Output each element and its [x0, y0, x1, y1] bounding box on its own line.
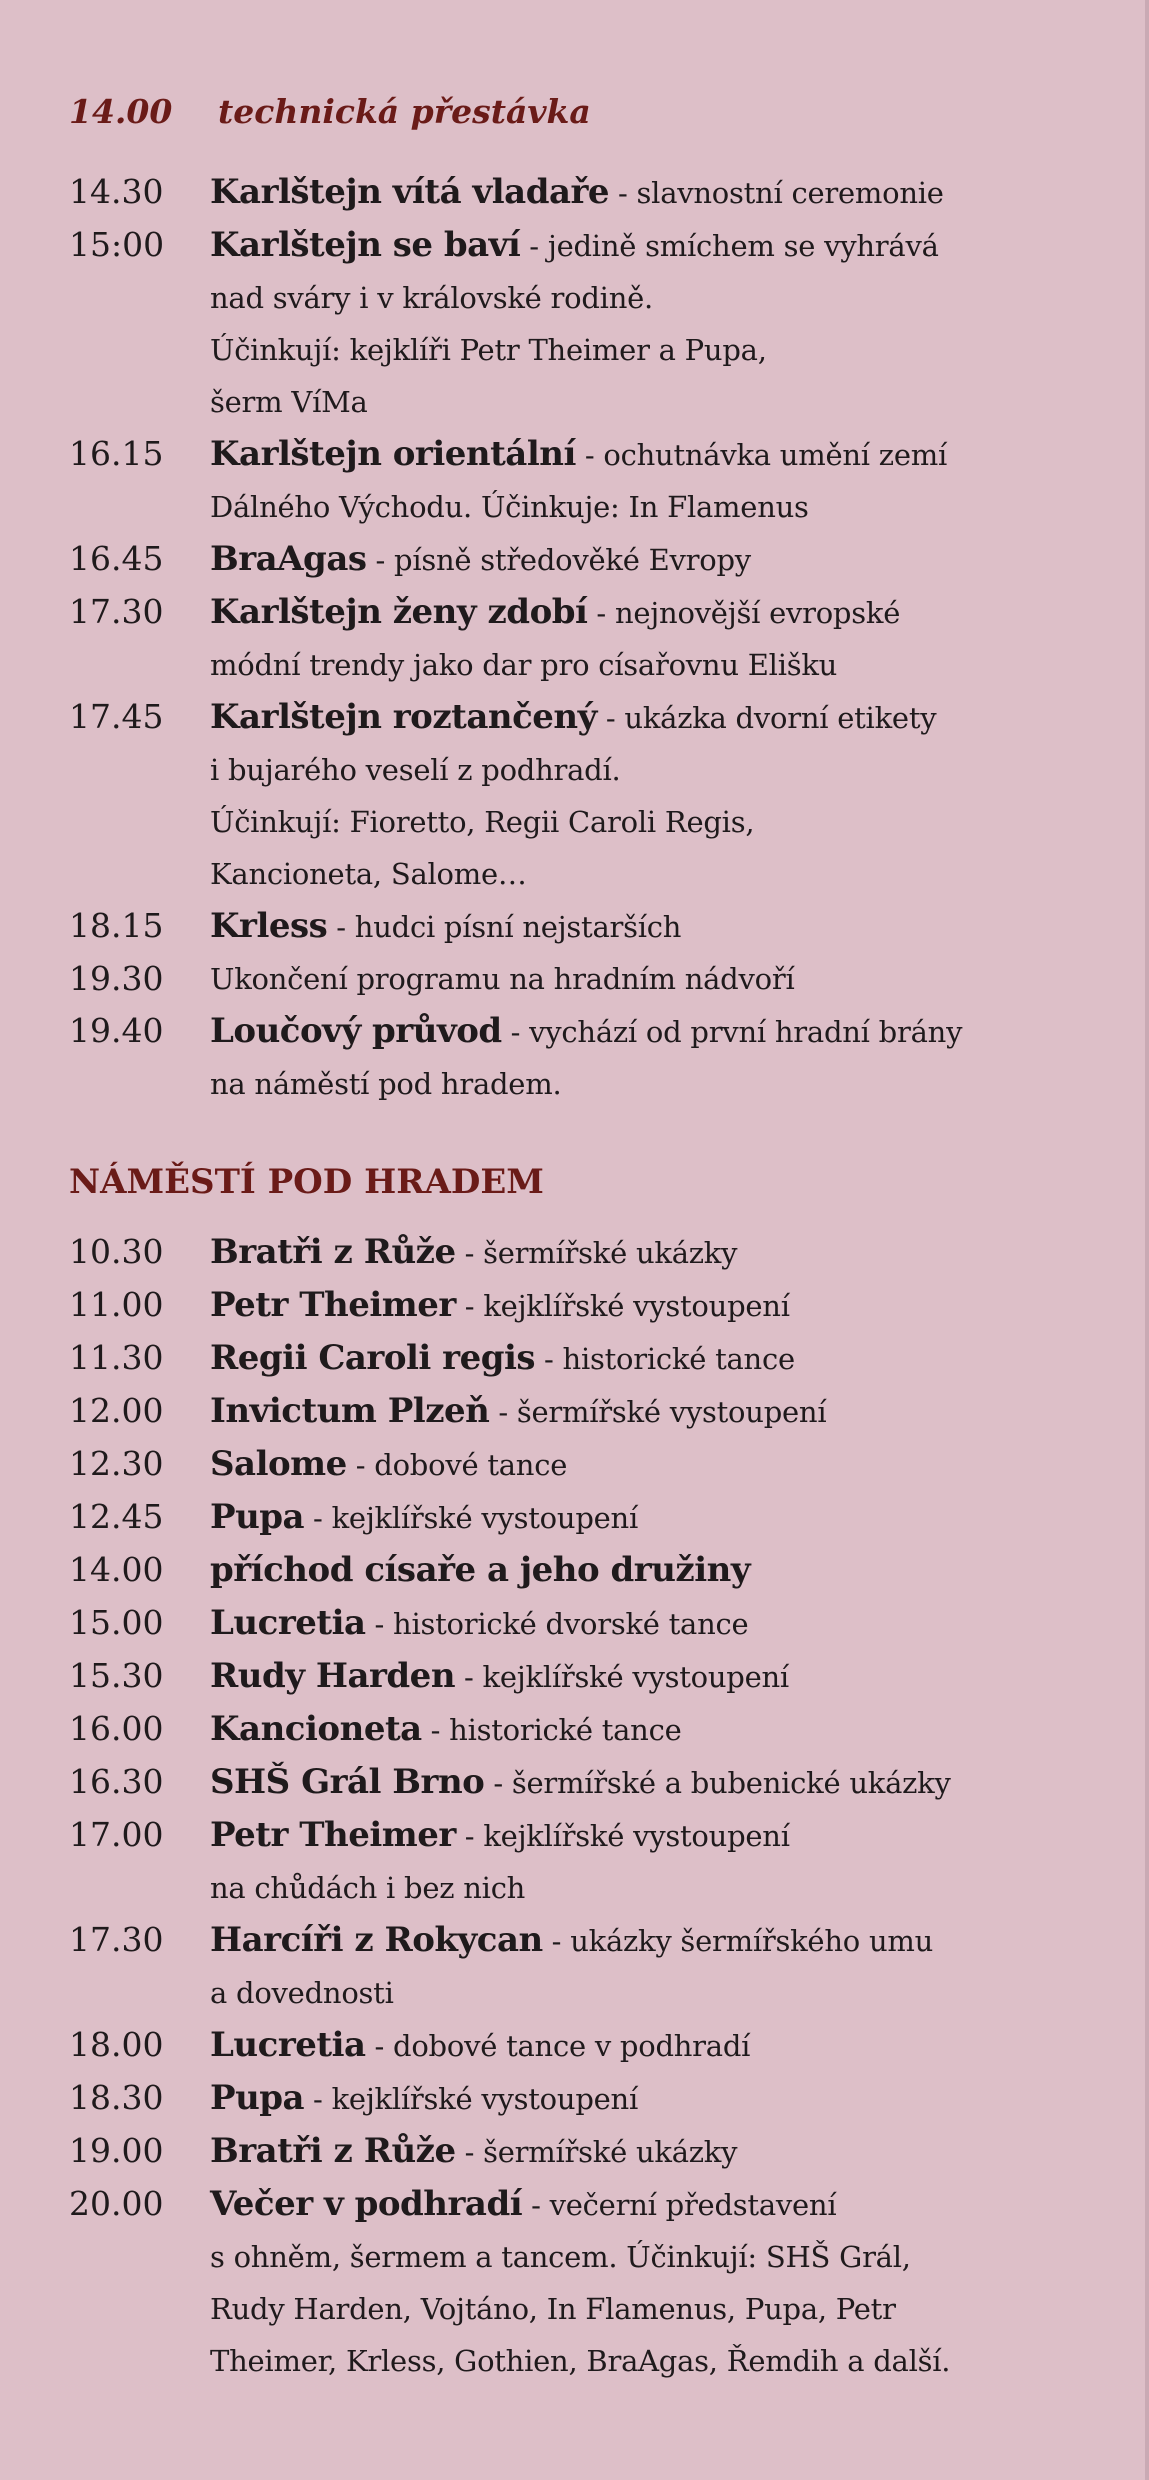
program-continuation-line: a dovednosti [210, 1976, 394, 2010]
program-title: Bratři z Růže [210, 2131, 456, 2171]
program-first-line [210, 2125, 1129, 2178]
program-first-line [210, 691, 1129, 744]
program-item [69, 1703, 1129, 1756]
program-continuation-line: na chůdách i bez nich [210, 1871, 526, 1905]
program-title: Krless [210, 906, 328, 946]
program-continuation-line: nad sváry i v královské rodině. [210, 281, 654, 315]
program-description [210, 953, 1129, 1005]
program-item [69, 2125, 1129, 2178]
square-program-list [69, 1226, 1129, 2387]
program-time: 17.00 [69, 1815, 164, 1854]
program-item [69, 1279, 1129, 1332]
program-item [69, 1332, 1129, 1385]
program-title: Karlštejn orientální [210, 434, 576, 474]
program-detail: - kejklířské vystoupení [455, 1819, 790, 1853]
program-time: 17.30 [69, 1920, 164, 1959]
program-description [210, 166, 1129, 219]
program-item [69, 1756, 1129, 1809]
program-first-line [210, 1491, 1129, 1544]
program-title: Petr Theimer [210, 1815, 456, 1855]
program-first-line [210, 1005, 1129, 1058]
program-time: 18.00 [69, 2025, 164, 2064]
program-continuation-line: i bujarého veselí z podhradí. [210, 753, 621, 787]
program-detail: - slavnostní ceremonie [609, 176, 944, 210]
program-first-line [210, 900, 1129, 953]
program-detail: Ukončení programu na hradním nádvoří [210, 962, 795, 996]
program-title: Bratři z Růže [210, 1232, 456, 1272]
program-item [69, 1005, 1129, 1110]
program-first-line [210, 2019, 1129, 2072]
program-title: Lucretia [210, 2025, 366, 2065]
program-first-line [210, 1756, 1129, 1809]
break-time: 14.00 [69, 92, 173, 131]
program-title: Karlštejn vítá vladaře [210, 172, 610, 212]
program-detail: - šermířské ukázky [455, 2135, 738, 2169]
program-detail: - jedině smíchem se vyhrává [520, 229, 939, 263]
program-time: 17.45 [69, 697, 164, 736]
program-description [210, 691, 1129, 900]
program-continuation-line: s ohněm, šermem a tancem. Účinkují: SHŠ Grál, [210, 2240, 911, 2274]
program-time: 16.30 [69, 1762, 164, 1801]
program-time: 11.00 [69, 1285, 164, 1324]
program-detail: - hudci písní nejstarších [327, 910, 682, 944]
program-item [69, 1650, 1129, 1703]
technical-break [69, 92, 591, 131]
program-time: 16.15 [69, 434, 164, 473]
program-detail: - vychází od první hradní brány [501, 1015, 963, 1049]
program-detail: - kejklířské vystoupení [455, 1660, 789, 1694]
program-description [210, 586, 1129, 691]
program-title: Pupa [210, 1497, 305, 1537]
program-item [69, 166, 1129, 219]
program-item [69, 1809, 1129, 1914]
program-first-line [210, 166, 1129, 219]
program-time: 15.30 [69, 1656, 164, 1695]
program-title: Kancioneta [210, 1709, 422, 1749]
program-title: příchod císaře a jeho družiny [210, 1550, 751, 1590]
program-item [69, 428, 1129, 533]
program-description [210, 1597, 1129, 1650]
program-description [210, 900, 1129, 953]
square-section-title: NÁMĚSTÍ POD HRADEM [69, 1162, 544, 1202]
program-detail: - kejklířské vystoupení [304, 1501, 638, 1535]
program-first-line [210, 1544, 1129, 1597]
program-item [69, 1914, 1129, 2019]
program-time: 16.00 [69, 1709, 164, 1748]
program-detail: - historické dvorské tance [365, 1607, 749, 1641]
program-item [69, 1597, 1129, 1650]
program-description [210, 1650, 1129, 1703]
program-item [69, 1438, 1129, 1491]
program-first-line [210, 1597, 1129, 1650]
program-description [210, 1005, 1129, 1110]
program-title: Karlštejn se baví [210, 225, 521, 265]
program-title: Lucretia [210, 1603, 366, 1643]
program-continuation-line: Theimer, Krless, Gothien, BraAgas, Řemdih a další. [210, 2344, 951, 2378]
program-time: 19.30 [69, 959, 164, 998]
program-continuation-line: módní trendy jako dar pro císařovnu Elišku [210, 648, 838, 682]
program-time: 17.30 [69, 592, 164, 631]
program-detail: - kejklířské vystoupení [455, 1289, 790, 1323]
program-time: 14.30 [69, 172, 164, 211]
program-item [69, 2072, 1129, 2125]
program-continuation-line: Rudy Harden, Vojtáno, In Flamenus, Pupa, Petr [210, 2292, 896, 2326]
program-description [210, 1809, 1129, 1914]
program-detail: - ukázka dvorní etikety [596, 701, 937, 735]
program-description [210, 2178, 1129, 2387]
program-time: 14.00 [69, 1550, 164, 1589]
program-time: 12.45 [69, 1497, 164, 1536]
program-description [210, 1385, 1129, 1438]
program-continuation-line: Kancioneta, Salome… [210, 857, 527, 891]
program-detail: - dobové tance v podhradí [365, 2029, 751, 2063]
program-time: 20.00 [69, 2184, 164, 2223]
program-detail: - šermířské a bubenické ukázky [484, 1766, 951, 1800]
program-description [210, 1756, 1129, 1809]
program-title: Regii Caroli regis [210, 1338, 536, 1378]
program-first-line [210, 1279, 1129, 1332]
program-title: SHŠ Grál Brno [210, 1762, 485, 1802]
program-first-line [210, 2072, 1129, 2125]
program-time: 12.00 [69, 1391, 164, 1430]
program-time: 12.30 [69, 1444, 164, 1483]
program-description [210, 1703, 1129, 1756]
program-title: Rudy Harden [210, 1656, 456, 1696]
program-detail: - večerní představení [522, 2188, 837, 2222]
program-item [69, 219, 1129, 428]
program-time: 15.00 [69, 1603, 164, 1642]
program-description [210, 1226, 1129, 1279]
program-continuation-line: Účinkují: Fioretto, Regii Caroli Regis, [210, 805, 755, 839]
program-detail: - historické tance [421, 1713, 682, 1747]
program-time: 11.30 [69, 1338, 164, 1377]
program-title: Harcíři z Rokycan [210, 1920, 543, 1960]
program-detail: - kejklířské vystoupení [304, 2082, 638, 2116]
program-description [210, 1438, 1129, 1491]
program-title: Loučový průvod [210, 1011, 502, 1051]
program-continuation-line: na náměstí pod hradem. [210, 1067, 562, 1101]
program-title: Petr Theimer [210, 1285, 456, 1325]
program-detail: - ukázky šermířského umu [542, 1924, 934, 1958]
program-first-line [210, 428, 1129, 481]
program-item [69, 1544, 1129, 1597]
program-item [69, 2178, 1129, 2387]
program-detail: - dobové tance [346, 1448, 568, 1482]
program-item [69, 533, 1129, 586]
program-first-line [210, 953, 1129, 1005]
program-first-line [210, 2178, 1129, 2231]
program-item [69, 691, 1129, 900]
castle-program-list [69, 166, 1129, 1110]
program-first-line [210, 1809, 1129, 1862]
program-detail: - ochutnávka umění zemí [575, 438, 948, 472]
program-description [210, 533, 1129, 586]
program-detail: - písně středověké Evropy [366, 543, 751, 577]
program-title: Večer v podhradí [210, 2184, 523, 2224]
program-title: Salome [210, 1444, 347, 1484]
program-time: 19.40 [69, 1011, 164, 1050]
program-item [69, 1226, 1129, 1279]
program-detail: - nejnovější evropské [587, 596, 901, 630]
program-item [69, 586, 1129, 691]
program-continuation-line: Dálného Východu. Účinkuje: In Flamenus [210, 490, 809, 524]
program-description [210, 219, 1129, 428]
program-first-line [210, 586, 1129, 639]
program-description [210, 1332, 1129, 1385]
program-item [69, 2019, 1129, 2072]
program-time: 19.00 [69, 2131, 164, 2170]
program-description [210, 2019, 1129, 2072]
program-description [210, 1544, 1129, 1597]
program-first-line [210, 1703, 1129, 1756]
program-time: 18.15 [69, 906, 164, 945]
program-description [210, 428, 1129, 533]
program-first-line [210, 1226, 1129, 1279]
program-time: 15:00 [69, 225, 165, 264]
program-detail: - historické tance [535, 1342, 795, 1376]
program-description [210, 1279, 1129, 1332]
program-title: Pupa [210, 2078, 305, 2118]
program-first-line [210, 1332, 1129, 1385]
program-detail: - šermířské ukázky [455, 1236, 738, 1270]
page-edge [1145, 0, 1149, 2480]
program-description [210, 2072, 1129, 2125]
program-description [210, 2125, 1129, 2178]
program-continuation-line: šerm VíMa [210, 385, 368, 419]
program-time: 10.30 [69, 1232, 164, 1271]
program-first-line [210, 1650, 1129, 1703]
program-detail: - šermířské vystoupení [489, 1395, 827, 1429]
program-first-line [210, 1385, 1129, 1438]
program-continuation-line: Účinkují: kejklíři Petr Theimer a Pupa, [210, 333, 767, 367]
program-title: Karlštejn ženy zdobí [210, 592, 588, 632]
program-title: Karlštejn roztančený [210, 697, 597, 737]
program-description [210, 1491, 1129, 1544]
program-first-line [210, 533, 1129, 586]
program-title: Invictum Plzeň [210, 1391, 490, 1431]
program-item [69, 1491, 1129, 1544]
program-first-line [210, 219, 1129, 272]
program-item [69, 1385, 1129, 1438]
break-label: technická přestávka [218, 92, 591, 131]
program-title: BraAgas [210, 539, 367, 579]
program-item [69, 900, 1129, 953]
program-time: 16.45 [69, 539, 164, 578]
program-first-line [210, 1438, 1129, 1491]
program-first-line [210, 1914, 1129, 1967]
program-time: 18.30 [69, 2078, 164, 2117]
program-description [210, 1914, 1129, 2019]
program-item [69, 953, 1129, 1005]
